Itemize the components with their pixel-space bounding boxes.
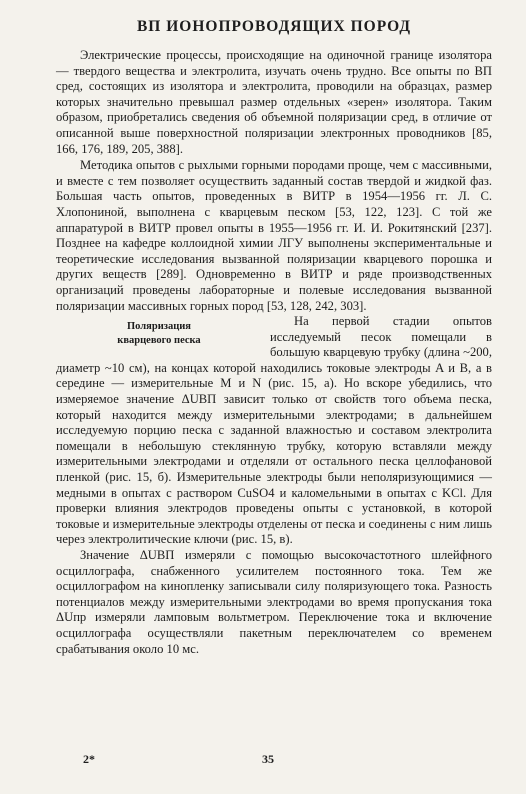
paragraph-quartz-sand: На первой стадии опытов исследуемый песок помещали в большую кварцевую трубку (длина ~200, диаметр ~10 см), на концах которой находились токовые электроды A и B, а в середине — измерительные M и N (рис. 15, а). Но вскоре убедились, что измеряемое значение ΔUВП зависит только от свойств того объема песка, который находится между измерительными электродами; в дальнейшем исследуемую порцию песка с заданной влажностью и составом электролита помещали в небольшую стеклянную трубку, которую вставляли между измерительными электродами и отделяли от остального песка целлофановой пленкой (рис. 15, б). Измерительные электроды были неполяризующимися — медными в опытах с раствором CuSO4 и каломельными в опытах с KCl. Для проверки влияния электродов проведены опыты с установкой, в которой токовые и измерительные электроды отделены от песка и соединены с ним лишь через электролитические ключи (рис. 15, в). [56,314,492,547]
page-number: 35 [262,752,274,766]
page-title: ВП ИОНОПРОВОДЯЩИХ ПОРОД [136,18,412,35]
section-heading-line: кварцевого песка [117,335,201,347]
paragraph-intro: Электрические процессы, происходящие на одиночной границе изолятора — твердого вещества и электролита, изучать очень трудно. Все опыты по ВП сред, состоящих из изолятора и электролита, проводили на образцах, размер которых значительно превышал размер отдельных «зерен» изолятора. Таким образом, приобретались сведения об объемной поляризации сред, в отличие от описанной выше поверхностной поляризации электронных проводников [85, 166, 176, 189, 205, 388]. [56,48,492,156]
section-heading [56,320,262,348]
signature-mark: 2* [83,752,95,766]
paragraph-methods: Методика опытов с рыхлыми горными породами проще, чем с массивными, и вместе с тем позволяет осуществить заданный состав твердой и жидкой фаз. Большая часть опытов, проведенных в ВИТР в 1954—1956 гг. Л. С. Хлопониной, выполнена с кварцевым песком [53, 122, 123]. С той же аппаратурой в ВИТР провел опыты в 1955—1956 гг. И. И. Рокитянский [237]. Позднее на кафедре коллоидной химии ЛГУ выполнены экспериментальные и теоретические исследования вызванной поляризации кварцевого порошка и других веществ [289]. Одновременно в ВИТР и ряде производственных организаций проведены лабораторные и полевые исследования вызванной поляризации массивных горных пород [53, 128, 242, 303]. [56,158,492,313]
page-footer [0,752,526,772]
paragraph-measurement: Значение ΔUВП измеряли с помощью высокочастотного шлейфного осциллографа, снабженного усилителем постоянного тока. Тем же осциллографом на кинопленку записывали силу поляризующего тока. Разность потенциалов между измерительными электродами во время пропускания тока ΔUпр измеряли ламповым вольтметром. Переключение тока и включение осциллографа осуществляли пакетным переключателем со временем срабатывания около 10 мс. [56,548,492,656]
section-heading-line: Поляризация [127,321,191,333]
